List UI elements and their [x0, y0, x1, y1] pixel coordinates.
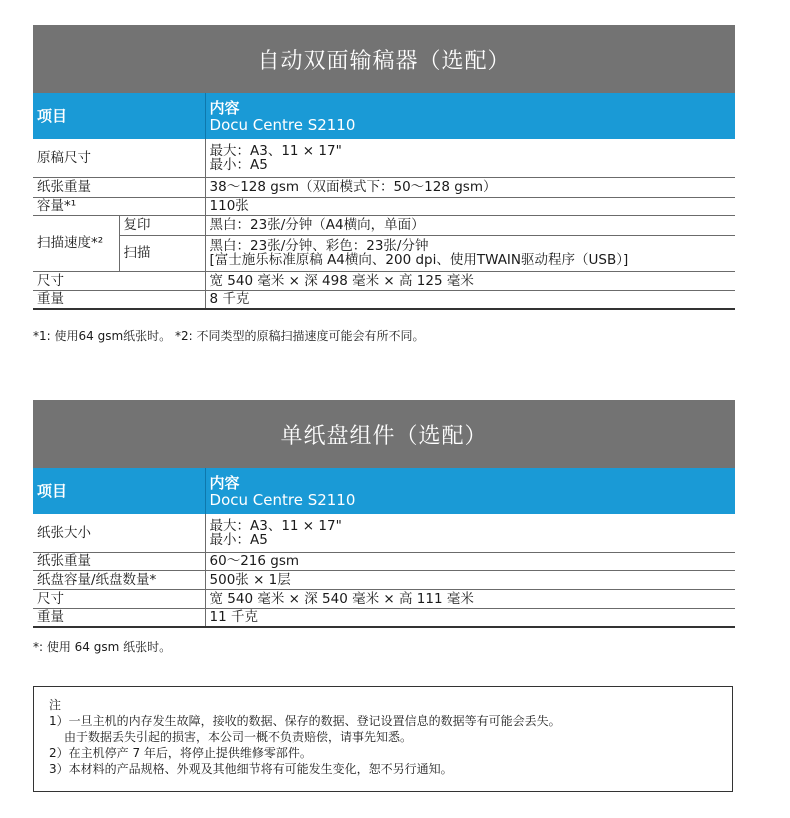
- header-content-label: 内容: [209, 473, 240, 492]
- footnote: *: 使用 64 gsm 纸张时。: [33, 640, 172, 654]
- row-label: 纸盘容量/纸盘数量*: [33, 570, 205, 589]
- row-label: 纸张重量: [33, 177, 205, 197]
- table-row: [33, 608, 735, 627]
- header-content: [205, 93, 735, 139]
- row-value: 宽 540 毫米 × 深 540 毫米 × 高 111 毫米: [205, 589, 735, 608]
- value-line: 最小：A5: [209, 156, 268, 173]
- row-label: 尺寸: [33, 589, 205, 608]
- value-line: 黑白：23张/分钟、彩色：23张/分钟: [209, 238, 429, 254]
- row-value: [205, 235, 735, 271]
- spec-table: [33, 93, 735, 310]
- row-sublabel: 复印: [119, 215, 205, 235]
- table-header: [33, 468, 735, 514]
- table-row: [33, 271, 735, 290]
- table-row: [33, 139, 735, 177]
- header-content-label: 内容: [209, 98, 240, 117]
- row-sublabel: 扫描: [119, 235, 205, 271]
- row-value: 500张 × 1层: [205, 570, 735, 589]
- note-item: 3）本材料的产品规格、外观及其他细节将有可能发生变化，恕不另行通知。: [49, 762, 453, 776]
- header-item-label: 项目: [33, 468, 205, 514]
- table-row: [33, 552, 735, 570]
- header-model: Docu Centre S2110: [209, 115, 356, 134]
- table-header: [33, 93, 735, 139]
- footnote: *1: 使用64 gsm纸张时。 *2: 不同类型的原稿扫描速度可能会有所不同。: [33, 329, 425, 343]
- row-value: [205, 514, 735, 552]
- header-item-label: 项目: [33, 93, 205, 139]
- row-label: 原稿尺寸: [33, 139, 205, 177]
- table-row: [33, 589, 735, 608]
- table-row: [33, 235, 735, 271]
- row-value: [205, 139, 735, 177]
- row-label: 重量: [33, 290, 205, 309]
- notes-title: 注: [49, 698, 62, 712]
- row-value: 60～216 gsm: [205, 552, 735, 570]
- section-title: 单纸盘组件（选配）: [33, 400, 735, 468]
- table-row: [33, 197, 735, 215]
- value-line: 最小：A5: [209, 531, 268, 548]
- row-value: 11 千克: [205, 608, 735, 627]
- row-label: 纸张大小: [33, 514, 205, 552]
- row-label: 扫描速度*²: [33, 215, 119, 271]
- header-content: [205, 468, 735, 514]
- tray-section: [33, 400, 735, 628]
- section-title: 自动双面输稿器（选配）: [33, 25, 735, 93]
- note-item: 2）在主机停产 7 年后，将停止提供维修零部件。: [49, 746, 312, 760]
- table-row: [33, 177, 735, 197]
- value-line: 最大：A3、11 × 17": [209, 517, 342, 534]
- value-line: [富士施乐标准原稿 A4横向、200 dpi、使用TWAIN驱动程序（USB）]: [209, 252, 629, 268]
- row-label: 重量: [33, 608, 205, 627]
- adf-section: [33, 25, 735, 310]
- row-label: 纸张重量: [33, 552, 205, 570]
- row-value: 8 千克: [205, 290, 735, 309]
- table-row: [33, 570, 735, 589]
- spec-table: [33, 468, 735, 628]
- value-line: 最大：A3、11 × 17": [209, 142, 342, 159]
- row-value: 38～128 gsm（双面模式下：50～128 gsm）: [205, 177, 735, 197]
- note-item: 由于数据丢失引起的损害，本公司一概不负责赔偿，请事先知悉。: [64, 730, 413, 744]
- notes-box: [33, 686, 733, 792]
- table-row: [33, 290, 735, 309]
- table-row: [33, 514, 735, 552]
- table-row: [33, 215, 735, 235]
- header-model: Docu Centre S2110: [209, 490, 356, 509]
- row-value: 宽 540 毫米 × 深 498 毫米 × 高 125 毫米: [205, 271, 735, 290]
- row-label: 尺寸: [33, 271, 205, 290]
- row-value: 黑白：23张/分钟（A4横向，单面）: [205, 215, 735, 235]
- row-label: 容量*¹: [33, 197, 205, 215]
- note-item: 1）一旦主机的内存发生故障，接收的数据、保存的数据、登记设置信息的数据等有可能会丢失。: [49, 714, 561, 728]
- row-value: 110张: [205, 197, 735, 215]
